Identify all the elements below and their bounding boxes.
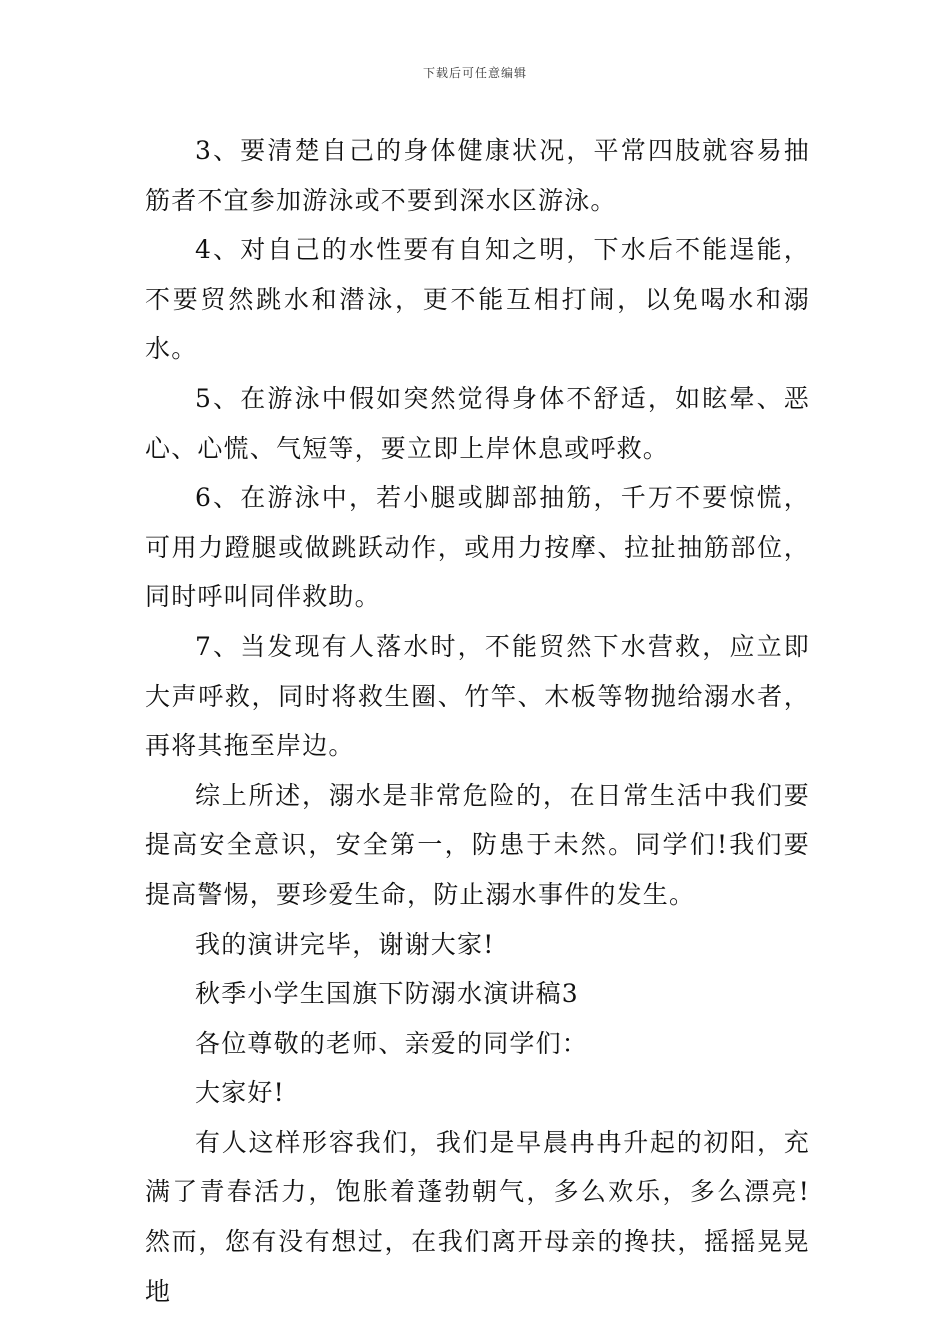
paragraph-opening: 有人这样形容我们，我们是早晨冉冉升起的初阳，充满了青春活力，饱胀着蓬勃朝气，多么欢乐，多么漂亮!然而，您有没有想过，在我们离开母亲的搀扶，摇摇晃晃地 bbox=[145, 1127, 810, 1306]
speech-title: 秋季小学生国旗下防溺水演讲稿3 bbox=[195, 979, 579, 1009]
document-body bbox=[145, 126, 810, 1316]
speech-salutation: 各位尊敬的老师、亲爱的同学们： bbox=[195, 1028, 589, 1058]
paragraph-item-7: 7、当发现有人落水时，不能贸然下水营救，应立即大声呼救，同时将救生圈、竹竿、木板等物抛给溺水者，再将其拖至岸边。 bbox=[145, 631, 810, 761]
paragraph-item-6: 6、在游泳中，若小腿或脚部抽筋，千万不要惊慌，可用力蹬腿或做跳跃动作，或用力按摩、拉扯抽筋部位，同时呼叫同伴救助。 bbox=[145, 483, 810, 612]
paragraph-summary: 综上所述，溺水是非常危险的，在日常生活中我们要提高安全意识，安全第一，防患于未然。同学们!我们要提高警惕，要珍爱生命，防止溺水事件的发生。 bbox=[145, 780, 810, 909]
speech-greeting: 大家好! bbox=[195, 1078, 285, 1108]
paragraph-closing: 我的演讲完毕，谢谢大家! bbox=[195, 929, 495, 959]
paragraph-item-5: 5、在游泳中假如突然觉得身体不舒适，如眩晕、恶心、心慌、气短等，要立即上岸休息或呼救。 bbox=[145, 383, 810, 463]
page-header-note: 下载后可任意编辑 bbox=[422, 66, 527, 80]
paragraph-item-4: 4、对自己的水性要有自知之明，下水后不能逞能，不要贸然跳水和潜泳，更不能互相打闹，以免喝水和溺水。 bbox=[145, 235, 810, 364]
paragraph-item-3: 3、要清楚自己的身体健康状况，平常四肢就容易抽筋者不宜参加游泳或不要到深水区游泳。 bbox=[145, 136, 810, 215]
